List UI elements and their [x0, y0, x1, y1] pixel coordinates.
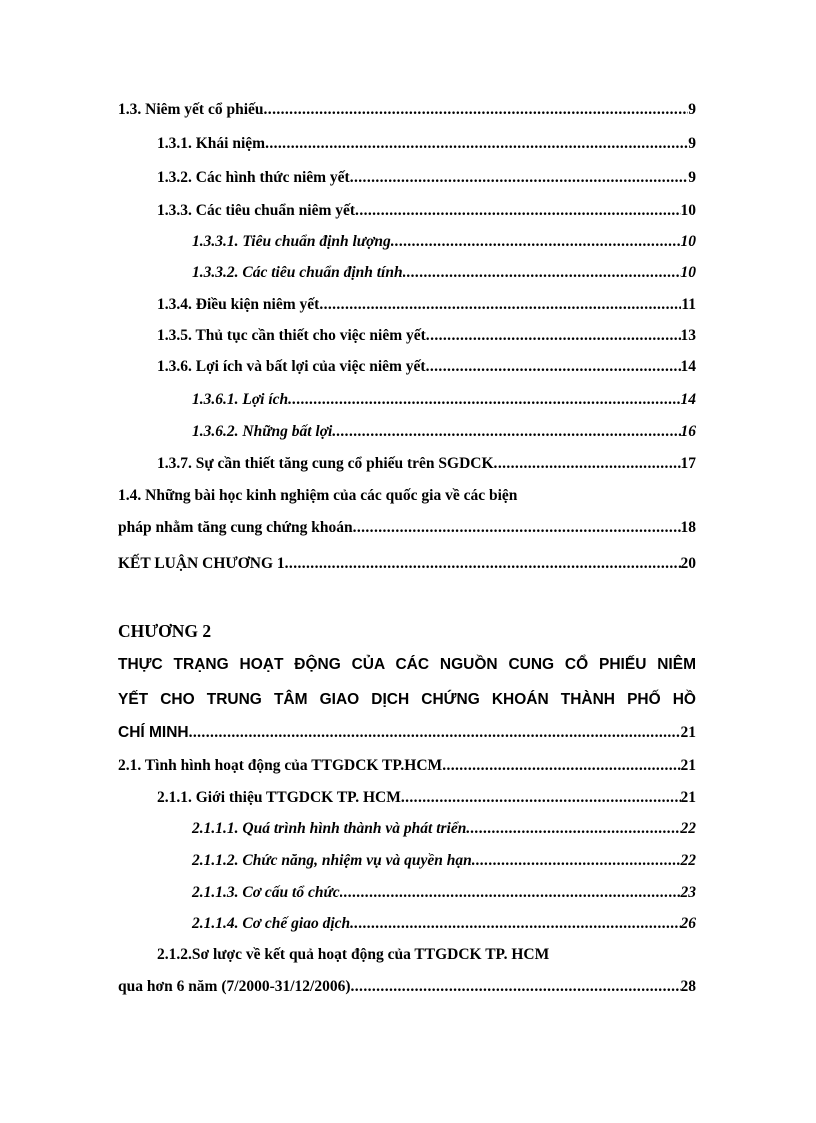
toc-entry-page: 11 [681, 296, 696, 313]
toc-entry-page: 26 [680, 915, 696, 932]
toc-entry-title: 1.3.5. Thủ tục cần thiết cho việc niêm yết [157, 327, 426, 344]
toc-entry[interactable] [157, 358, 696, 376]
chapter-heading[interactable]: CHƯƠNG 2 [118, 621, 212, 641]
toc-leader [401, 789, 681, 807]
toc-entry-title: 1.3.3.2. Các tiêu chuẩn định tính [192, 264, 403, 281]
toc-entry-title: 2.1.1.2. Chức năng, nhiệm vụ và quyền hạn [192, 852, 472, 869]
toc-leader [426, 327, 681, 345]
toc-entry[interactable] [157, 296, 696, 314]
toc-leader [353, 519, 681, 537]
toc-entry[interactable] [192, 391, 696, 409]
toc-leader [350, 169, 689, 187]
toc-leader [340, 884, 681, 902]
toc-entry[interactable] [192, 820, 696, 838]
toc-entry-page: 17 [680, 455, 696, 472]
toc-entry-title: 2.1.1.3. Cơ cấu tổ chức [192, 884, 340, 901]
toc-entry-page: 23 [680, 884, 696, 901]
toc-leader [391, 233, 681, 251]
toc-entry-page: 14 [680, 358, 696, 375]
toc-leader [442, 757, 680, 775]
toc-entry-title: qua hơn 6 năm (7/2000-31/12/2006) [118, 978, 351, 995]
toc-entry-title: 1.3.6.2. Những bất lợi [192, 423, 333, 440]
toc-entry-title: 1.3.3.1. Tiêu chuẩn định lượng [192, 233, 391, 250]
toc-entry[interactable] [192, 264, 696, 282]
toc-entry-title[interactable]: 2.1.2.Sơ lược về kết quả hoạt động của TTGDCK TP. HCM [157, 946, 550, 963]
toc-entry[interactable] [192, 423, 696, 441]
toc-entry[interactable] [157, 169, 696, 187]
toc-entry-page: 9 [688, 169, 696, 186]
toc-leader [472, 852, 681, 870]
toc-entry-page: 22 [680, 820, 696, 837]
toc-entry-title: 1.3.4. Điều kiện niêm yết [157, 296, 320, 313]
chapter-title-line[interactable]: YẾT CHO TRUNG TÂM GIAO DỊCH CHỨNG KHOÁN THÀNH PHỐ HỒ [118, 691, 696, 708]
toc-leader [288, 391, 680, 409]
toc-entry-title: 1.3.6.1. Lợi ích [192, 391, 289, 408]
toc-entry-page: 14 [680, 391, 696, 408]
toc-entry[interactable] [192, 852, 696, 870]
toc-leader [351, 978, 681, 996]
toc-entry[interactable] [157, 789, 696, 807]
toc-entry[interactable] [192, 884, 696, 902]
toc-entry-title: 2.1.1.1. Quá trình hình thành và phát triển [192, 820, 467, 837]
toc-entry-title: 1.3.2. Các hình thức niêm yết [157, 169, 350, 186]
toc-entry-page: 13 [680, 327, 696, 344]
toc-entry-page: 21 [680, 757, 696, 774]
toc-entry-title: pháp nhằm tăng cung chứng khoán [118, 519, 353, 536]
toc-entry-page: 20 [680, 555, 696, 572]
toc-entry[interactable] [157, 202, 696, 220]
toc-entry-title: 2.1.1.4. Cơ chế giao dịch [192, 915, 351, 932]
toc-leader [355, 202, 680, 220]
toc-leader [403, 264, 681, 282]
toc-leader [319, 296, 681, 314]
toc-entry-title: KẾT LUẬN CHƯƠNG 1 [118, 555, 285, 572]
toc-entry-page: 10 [680, 202, 696, 219]
toc-leader [285, 555, 681, 573]
toc-entry[interactable] [118, 101, 696, 119]
chapter-title-line[interactable]: THỰC TRẠNG HOẠT ĐỘNG CỦA CÁC NGUỒN CUNG CỔ PHIẾU NIÊM [118, 656, 696, 673]
toc-entry[interactable] [157, 455, 696, 473]
toc-leader [189, 724, 681, 742]
toc-leader [265, 135, 688, 153]
toc-leader [494, 455, 681, 473]
toc-entry-title: 1.3.3. Các tiêu chuẩn niêm yết [157, 202, 356, 219]
toc-leader [332, 423, 680, 441]
toc-entry[interactable] [118, 519, 696, 537]
toc-entry[interactable] [192, 915, 696, 933]
toc-entry-title: 1.3.7. Sự cần thiết tăng cung cổ phiếu trên SGDCK [157, 455, 494, 472]
toc-entry[interactable] [118, 978, 696, 996]
toc-entry[interactable] [118, 724, 696, 742]
toc-entry-title: 2.1. Tình hình hoạt động của TTGDCK TP.HCM [118, 757, 443, 774]
toc-entry[interactable] [157, 327, 696, 345]
toc-leader [350, 915, 680, 933]
toc-entry-page: 10 [680, 233, 696, 250]
toc-entry-page: 9 [688, 101, 696, 118]
toc-entry[interactable] [118, 555, 696, 573]
toc-entry-page: 22 [680, 852, 696, 869]
toc-entry-title: CHÍ MINH [118, 724, 189, 741]
toc-entry-title: 1.3.1. Khái niệm [157, 135, 266, 152]
toc-entry-page: 21 [680, 724, 696, 741]
toc-entry-page: 18 [680, 519, 696, 536]
toc-entry-page: 21 [680, 789, 696, 806]
toc-entry-title: 2.1.1. Giới thiệu TTGDCK TP. HCM [157, 789, 401, 806]
toc-entry[interactable] [157, 135, 696, 153]
toc-entry-page: 10 [680, 264, 696, 281]
toc-entry[interactable] [118, 757, 696, 775]
toc-entry[interactable] [192, 233, 696, 251]
toc-leader [426, 358, 681, 376]
toc-entry-page: 28 [680, 978, 696, 995]
toc-entry-page: 16 [680, 423, 696, 440]
toc-leader [264, 101, 689, 119]
toc-leader [466, 820, 680, 838]
toc-entry-title: 1.3.6. Lợi ích và bất lợi của việc niêm yết [157, 358, 426, 375]
toc-entry-title[interactable]: 1.4. Những bài học kinh nghiệm của các quốc gia về các biện [118, 487, 518, 504]
toc-entry-page: 9 [688, 135, 696, 152]
toc-entry-title: 1.3. Niêm yết cổ phiếu [118, 101, 264, 118]
